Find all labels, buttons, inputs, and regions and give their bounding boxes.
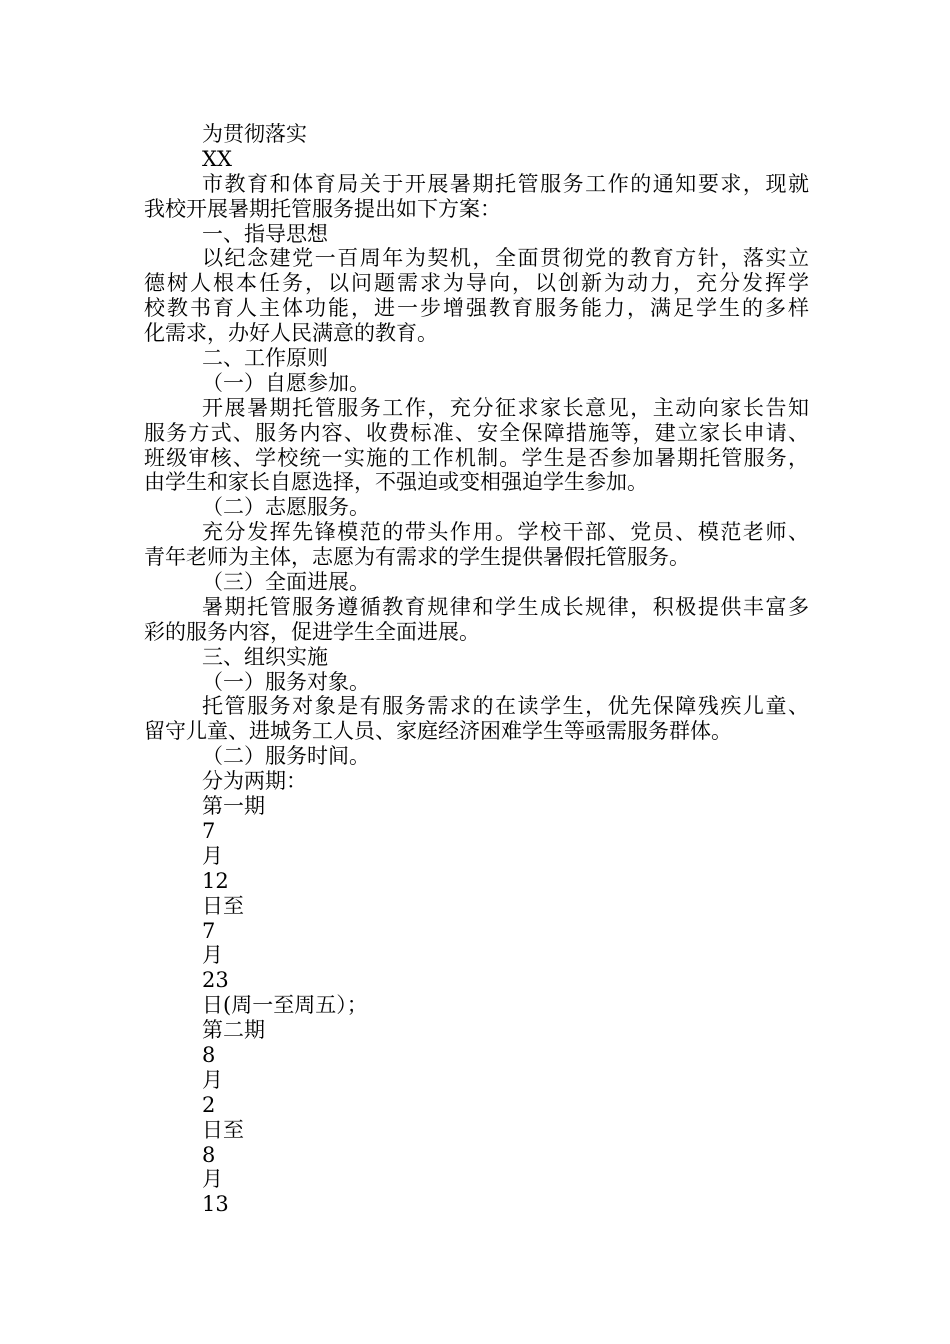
text-line: 留守儿童、进城务工人员、家庭经济困难学生等亟需服务群体。 xyxy=(144,719,732,744)
text-line: 三、组织实施 xyxy=(202,644,328,669)
text-line: 开展暑期托管服务工作，充分征求家长意见，主动向家长告知 xyxy=(202,395,809,420)
text-line: 以纪念建党一百周年为契机，全面贯彻党的教育方针，落实立 xyxy=(202,246,809,271)
text-line: 日(周一至周五）； xyxy=(202,993,368,1018)
text-line: 第一期 xyxy=(202,794,265,819)
text-line: 二、工作原则 xyxy=(202,346,328,371)
text-line: 市教育和体育局关于开展暑期托管服务工作的通知要求，现就 xyxy=(202,171,809,196)
text-line: 日至 xyxy=(202,893,244,918)
text-line: 一、指导思想 xyxy=(202,221,328,246)
text-line: 月 xyxy=(202,943,223,968)
text-line: 第二期 xyxy=(202,1018,265,1043)
text-line: 校教书育人主体功能，进一步增强教育服务能力，满足学生的多样 xyxy=(144,296,809,321)
text-line: 青年老师为主体，志愿为有需求的学生提供暑假托管服务。 xyxy=(144,545,690,570)
text-line: 服务方式、服务内容、收费标准、安全保障措施等，建立家长申请、 xyxy=(144,420,809,445)
document-body xyxy=(144,122,809,1217)
text-line: （二）服务时间。 xyxy=(202,744,370,769)
text-line: XX xyxy=(202,146,232,171)
text-line: 暑期托管服务遵循教育规律和学生成长规律，积极提供丰富多 xyxy=(202,594,809,619)
text-line: 7 xyxy=(202,918,216,943)
text-line: 分为两期： xyxy=(202,769,307,794)
text-line: 彩的服务内容，促进学生全面进展。 xyxy=(144,619,480,644)
text-line: 7 xyxy=(202,818,216,843)
text-line: 23 xyxy=(202,968,229,993)
text-line: （一）服务对象。 xyxy=(202,669,370,694)
text-line: （三）全面进展。 xyxy=(202,570,370,595)
text-line: 德树人根本任务，以问题需求为导向，以创新为动力，充分发挥学 xyxy=(144,271,809,296)
text-line: 班级审核、学校统一实施的工作机制。学生是否参加暑期托管服务， xyxy=(144,445,809,470)
text-line: （二）志愿服务。 xyxy=(202,495,370,520)
text-line: 化需求，办好人民满意的教育。 xyxy=(144,321,438,346)
text-line: 13 xyxy=(202,1192,229,1217)
text-line: 月 xyxy=(202,1167,223,1192)
text-line: 8 xyxy=(202,1042,216,1067)
text-line: 我校开展暑期托管服务提出如下方案： xyxy=(144,196,501,221)
text-line: 12 xyxy=(202,868,229,893)
text-line: 月 xyxy=(202,1067,223,1092)
text-line: 托管服务对象是有服务需求的在读学生，优先保障残疾儿童、 xyxy=(202,694,809,719)
text-line: 月 xyxy=(202,843,223,868)
text-line: 为贯彻落实 xyxy=(202,122,307,146)
text-line: 充分发挥先锋模范的带头作用。学校干部、党员、模范老师、 xyxy=(202,520,809,545)
text-line: （一）自愿参加。 xyxy=(202,370,370,395)
text-line: 由学生和家长自愿选择，不强迫或变相强迫学生参加。 xyxy=(144,470,648,495)
text-line: 2 xyxy=(202,1092,216,1117)
text-line: 日至 xyxy=(202,1117,244,1142)
text-line: 8 xyxy=(202,1142,216,1167)
